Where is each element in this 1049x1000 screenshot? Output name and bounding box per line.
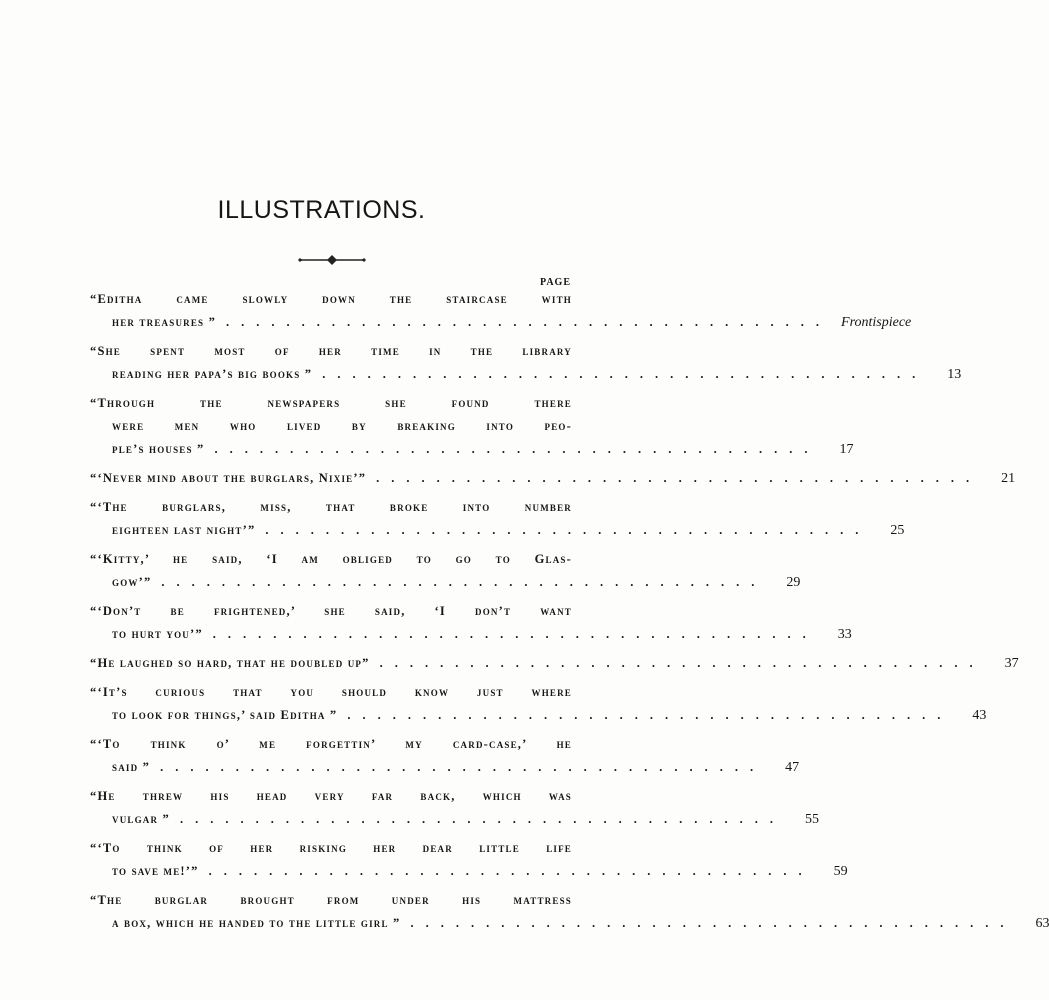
caption-line bbox=[90, 311, 912, 334]
caption-text: her treasures ” bbox=[112, 315, 217, 329]
caption-line bbox=[90, 756, 800, 779]
page-number: 63 bbox=[1035, 916, 1049, 931]
caption-text: to hurt you’” bbox=[112, 627, 203, 641]
page-number: 47 bbox=[785, 760, 800, 775]
caption-text: said ” bbox=[112, 760, 151, 774]
caption-line: “‘Kitty,’ he said, ‘I am obliged to go to Glas- bbox=[90, 552, 572, 566]
dot-leader: ........................................ bbox=[265, 523, 871, 537]
caption-line bbox=[90, 808, 819, 831]
dot-leader: ........................................ bbox=[379, 656, 985, 670]
caption-line: “‘To think o’ me forgettin’ my card-case,’ he bbox=[90, 737, 572, 751]
caption-line: “‘To think of her risking her dear little life bbox=[90, 841, 572, 855]
page-number: 37 bbox=[1004, 656, 1019, 671]
caption-text: eighteen last night’” bbox=[112, 523, 256, 537]
caption-line: “Editha came slowly down the staircase with bbox=[90, 292, 572, 306]
list-item bbox=[90, 392, 854, 461]
caption-text: ple’s houses ” bbox=[112, 442, 205, 456]
page-number: 17 bbox=[839, 442, 854, 457]
list-item bbox=[90, 340, 962, 386]
caption-line bbox=[90, 438, 854, 461]
caption-line: “‘The burglars, miss, that broke into number bbox=[90, 500, 572, 514]
caption-line: “He threw his head very far back, which was bbox=[90, 789, 572, 803]
list-item bbox=[90, 288, 912, 334]
caption-text: a box, which he handed to the little girl ” bbox=[112, 916, 401, 930]
dot-leader: ........................................ bbox=[226, 315, 832, 329]
illustrations-list bbox=[90, 288, 1049, 941]
caption-line: “The burglar brought from under his mattress bbox=[90, 893, 572, 907]
dot-leader: ........................................ bbox=[212, 627, 818, 641]
page-title: ILLUSTRATIONS. bbox=[217, 196, 426, 224]
caption-line: “Through the newspapers she found there bbox=[90, 396, 572, 410]
caption-text: “He laughed so hard, that he doubled up” bbox=[90, 656, 370, 670]
caption-line bbox=[90, 623, 852, 646]
caption-line: were men who lived by breaking into peo- bbox=[112, 419, 572, 433]
caption-text: to save me!’” bbox=[112, 864, 199, 878]
dot-leader: ........................................ bbox=[410, 916, 1016, 930]
caption-line bbox=[90, 652, 1019, 675]
caption-line bbox=[90, 363, 962, 386]
list-item bbox=[90, 837, 848, 883]
caption-text: “‘Never mind about the burglars, Nixie’” bbox=[90, 471, 367, 485]
page-number: 21 bbox=[1001, 471, 1016, 486]
caption-line bbox=[90, 912, 1049, 935]
page-number: Frontispiece bbox=[841, 315, 912, 330]
list-item bbox=[90, 733, 800, 779]
list-item bbox=[90, 467, 1016, 490]
list-item bbox=[90, 600, 852, 646]
list-item bbox=[90, 652, 1019, 675]
page-number: 13 bbox=[947, 367, 962, 382]
list-item bbox=[90, 889, 1049, 935]
dot-leader: ........................................ bbox=[376, 471, 982, 485]
caption-text: gow’” bbox=[112, 575, 152, 589]
dot-leader: ........................................ bbox=[208, 864, 814, 878]
caption-line bbox=[90, 704, 987, 727]
caption-line bbox=[90, 467, 1016, 490]
page-column-header: PAGE bbox=[539, 277, 571, 288]
page-number: 55 bbox=[804, 812, 819, 827]
list-item bbox=[90, 496, 905, 542]
caption-text: reading her papa’s big books ” bbox=[112, 367, 313, 381]
caption-line: “She spent most of her time in the library bbox=[90, 344, 572, 358]
dot-leader: ........................................ bbox=[347, 708, 953, 722]
list-item bbox=[90, 681, 987, 727]
caption-line bbox=[90, 860, 848, 883]
page-number: 59 bbox=[833, 864, 848, 879]
page-number: 33 bbox=[837, 627, 852, 642]
caption-text: vulgar ” bbox=[112, 812, 170, 826]
dot-leader: ........................................ bbox=[160, 760, 766, 774]
caption-line bbox=[90, 571, 801, 594]
dot-leader: ........................................ bbox=[179, 812, 785, 826]
caption-line: “‘Don’t be frightened,’ she said, ‘I don’t want bbox=[90, 604, 572, 618]
caption-line: “‘It’s curious that you should know just where bbox=[90, 685, 572, 699]
list-item bbox=[90, 785, 819, 831]
list-item bbox=[90, 548, 801, 594]
dot-leader: ........................................ bbox=[161, 575, 767, 589]
dot-leader: ........................................ bbox=[322, 367, 928, 381]
page-number: 43 bbox=[972, 708, 987, 723]
caption-text: to look for things,’ said Editha ” bbox=[112, 708, 338, 722]
dot-leader: ........................................ bbox=[214, 442, 820, 456]
caption-line bbox=[90, 519, 905, 542]
page-number: 29 bbox=[786, 575, 801, 590]
ornament-divider bbox=[296, 253, 368, 267]
page-number: 25 bbox=[890, 523, 905, 538]
